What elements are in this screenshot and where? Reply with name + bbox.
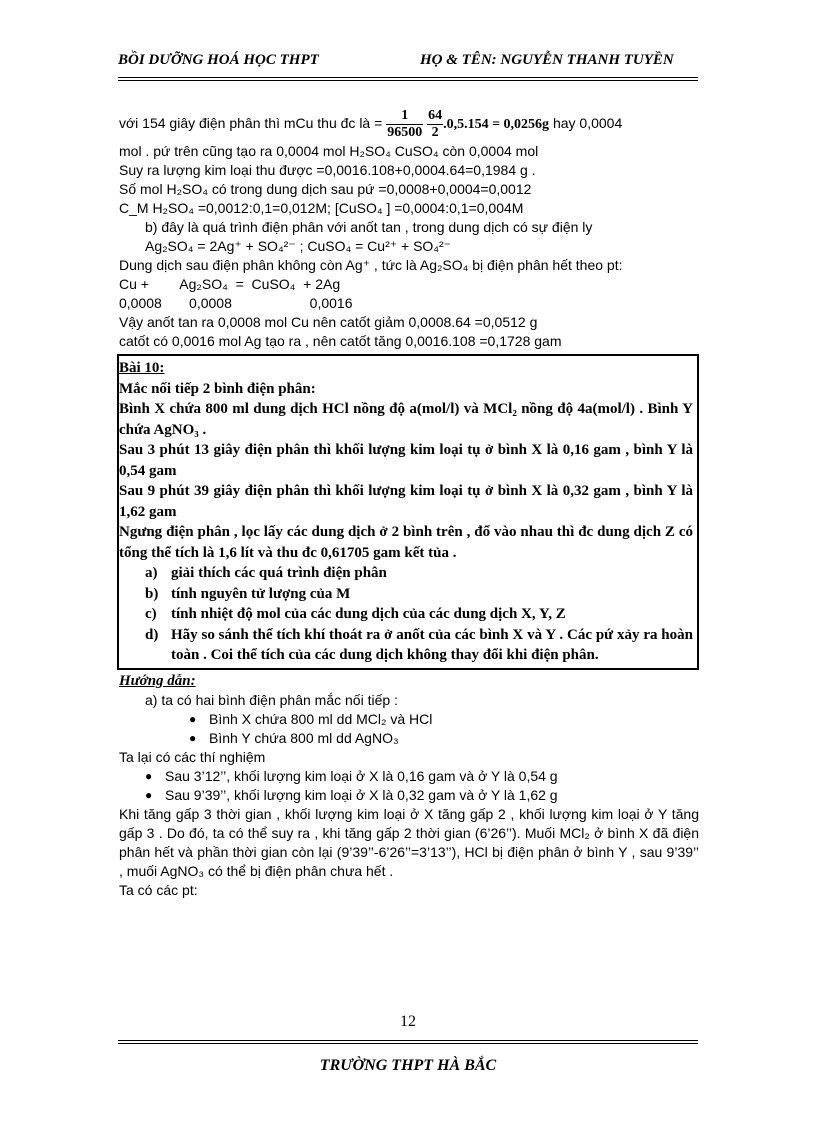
footer-school: TRƯỜNG THPT HÀ BẮC — [319, 1057, 497, 1074]
guide-line-3: Ta có các pt: — [119, 881, 198, 898]
fraction-2 — [427, 108, 443, 141]
body-line-4: Số mol H₂SO₄ có trong dung dịch sau pứ =0,0008+0,0004=0,0012 — [119, 181, 532, 197]
body-line-10: 0,0008 0,0008 0,0016 — [119, 295, 353, 311]
line1-prefix: với 154 giây điện phân thì mCu thu đc là = — [119, 115, 383, 131]
item-text: tính nguyên tử lượng của M — [171, 585, 351, 602]
problem-item-d — [119, 625, 693, 666]
guide-bullet-1 — [119, 710, 699, 729]
item-text: giải thích các quá trình điện phân — [171, 565, 387, 581]
fraction-1-num: 1 — [386, 108, 423, 125]
header-rule-2 — [118, 80, 698, 81]
item-label: a) — [145, 565, 158, 581]
body-line-11: Vậy anốt tan ra 0,0008 mol Cu nên catốt giảm 0,0008.64 =0,0512 g — [119, 314, 538, 330]
guide-bullet-4 — [119, 786, 699, 805]
body-line-6: b) đây là quá trình điện phân với anốt tan , trong dung dịch có sự điện ly — [145, 219, 593, 235]
item-text: tính nhiệt độ mol của các dung dịch của các dung dịch X, Y, Z — [171, 606, 566, 622]
bullet-text: Bình Y chứa 800 ml dd AgNO₃ — [209, 729, 399, 746]
problem-title-text: Bài 10: — [119, 360, 165, 376]
guide-paragraph: Khi tăng gấp 3 thời gian , khối lượng kim loại ở X tăng gấp 2 , khối lượng kim loại ở Y tăng gấp 3 . Do đó, ta có thể suy ra , khi tăng gấp 2 thời gian (6’26’’). Muối MCl₂ ở bình X đã điện phân hết và phần thời gian còn lại (9’39’’-6’26’’=3’13’’), HCl bị điện phân ở bình Y , sau 9’39’’ , muối AgNO₃ có thể bị điện phân chưa hết . — [119, 805, 699, 879]
body-line-9: Cu + Ag₂SO₄ = CuSO₄ + 2Ag — [119, 276, 341, 292]
header-rule-1 — [118, 77, 698, 78]
guide-bullet-3 — [119, 767, 699, 786]
guide-line-1: a) ta có hai bình điện phân mắc nối tiếp : — [145, 691, 398, 708]
fraction-2-num: 64 — [428, 107, 443, 123]
bullet-dot-icon: ● — [189, 730, 197, 745]
problem-p3: Sau 3 phút 13 giây điện phân thì khối lượng kim loại tụ ở bình X là 0,16 gam , bình Y là 0,54 gam — [119, 442, 693, 479]
bullet-dot-icon: ● — [145, 768, 153, 783]
header-left: BỒI DƯỠNG HOÁ HỌC THPT — [118, 52, 319, 68]
problem-p1: Mắc nối tiếp 2 bình điện phân: — [119, 380, 316, 397]
line1-suffix: hay 0,0004 — [549, 115, 623, 131]
body-line-1 — [119, 104, 699, 142]
header-right: HỌ & TÊN: NGUYỄN THANH TUYỀN — [420, 52, 674, 68]
bullet-text: Sau 9’39’’, khối lượng kim loại ở X là 0,32 gam và ở Y là 1,62 g — [165, 786, 558, 803]
guide-bullet-2 — [119, 729, 699, 748]
problem-p4: Sau 9 phút 39 giây điện phân thì khối lượng kim loại tụ ở bình X là 0,32 gam , bình Y là 1,62 gam — [119, 483, 693, 520]
bullet-dot-icon: ● — [145, 787, 153, 802]
footer-rule-1 — [118, 1040, 698, 1041]
fraction-1 — [386, 108, 423, 141]
guide-line-2: Ta lại có các thí nghiệm — [119, 748, 266, 765]
page-content — [119, 104, 699, 900]
fraction-2-den: 2 — [431, 124, 439, 140]
bullet-text: Bình X chứa 800 ml dd MCl₂ và HCl — [209, 710, 433, 727]
problem-item-c — [119, 604, 693, 625]
problem-p2: Bình X chứa 800 ml dung dịch HCl nồng độ a(mol/l) và MCl₂ nồng độ 4a(mol/l) . Bình Y chứa AgNO₃ . — [119, 401, 693, 438]
problem-item-a — [119, 563, 693, 584]
bullet-text: Sau 3’12’’, khối lượng kim loại ở X là 0,16 gam và ở Y là 0,54 g — [165, 767, 558, 784]
problem-box — [117, 354, 699, 670]
line1-expression: .0,5.154 = 0,0256g — [443, 117, 550, 132]
fraction-1-den: 96500 — [387, 124, 423, 140]
problem-item-b — [119, 584, 693, 605]
body-line-12: catốt có 0,0016 mol Ag tạo ra , nên catốt tăng 0,0016.108 =0,1728 gam — [119, 333, 562, 349]
body-line-7: Ag₂SO₄ = 2Ag⁺ + SO₄²⁻ ; CuSO₄ = Cu²⁺ + SO₄²⁻ — [145, 238, 452, 254]
footer-rule-2 — [118, 1043, 698, 1044]
item-label: c) — [145, 606, 157, 622]
page-number: 12 — [400, 1013, 416, 1030]
body-line-8: Dung dịch sau điện phân không còn Ag⁺ , tức là Ag₂SO₄ bị điện phân hết theo pt: — [119, 257, 623, 273]
problem-title — [119, 358, 693, 379]
bullet-dot-icon: ● — [189, 711, 197, 726]
guide-title: Hướng dẫn: — [119, 672, 196, 689]
item-text: Hãy so sánh thể tích khí thoát ra ở anốt của các bình X và Y . Các pứ xảy ra hoàn toàn . Coi thể tích của các dung dịch không thay đổi khi điện phân. — [171, 626, 693, 663]
item-label: d) — [145, 626, 159, 643]
item-label: b) — [145, 585, 159, 602]
body-line-2: mol . pứ trên cũng tạo ra 0,0004 mol H₂SO₄ CuSO₄ còn 0,0004 mol — [119, 143, 539, 159]
problem-p5: Ngưng điện phân , lọc lấy các dung dịch ở 2 bình trên , đổ vào nhau thì đc dung dịch Z có tổng thể tích là 1,6 lít và thu đc 0,61705 gam kết tủa . — [119, 524, 693, 561]
body-line-5: C_M H₂SO₄ =0,0012:0,1=0,012M; [CuSO₄ ] =0,0004:0,1=0,004M — [119, 200, 524, 216]
body-line-3: Suy ra lượng kim loại thu được =0,0016.108+0,0004.64=0,1984 g . — [119, 162, 536, 178]
